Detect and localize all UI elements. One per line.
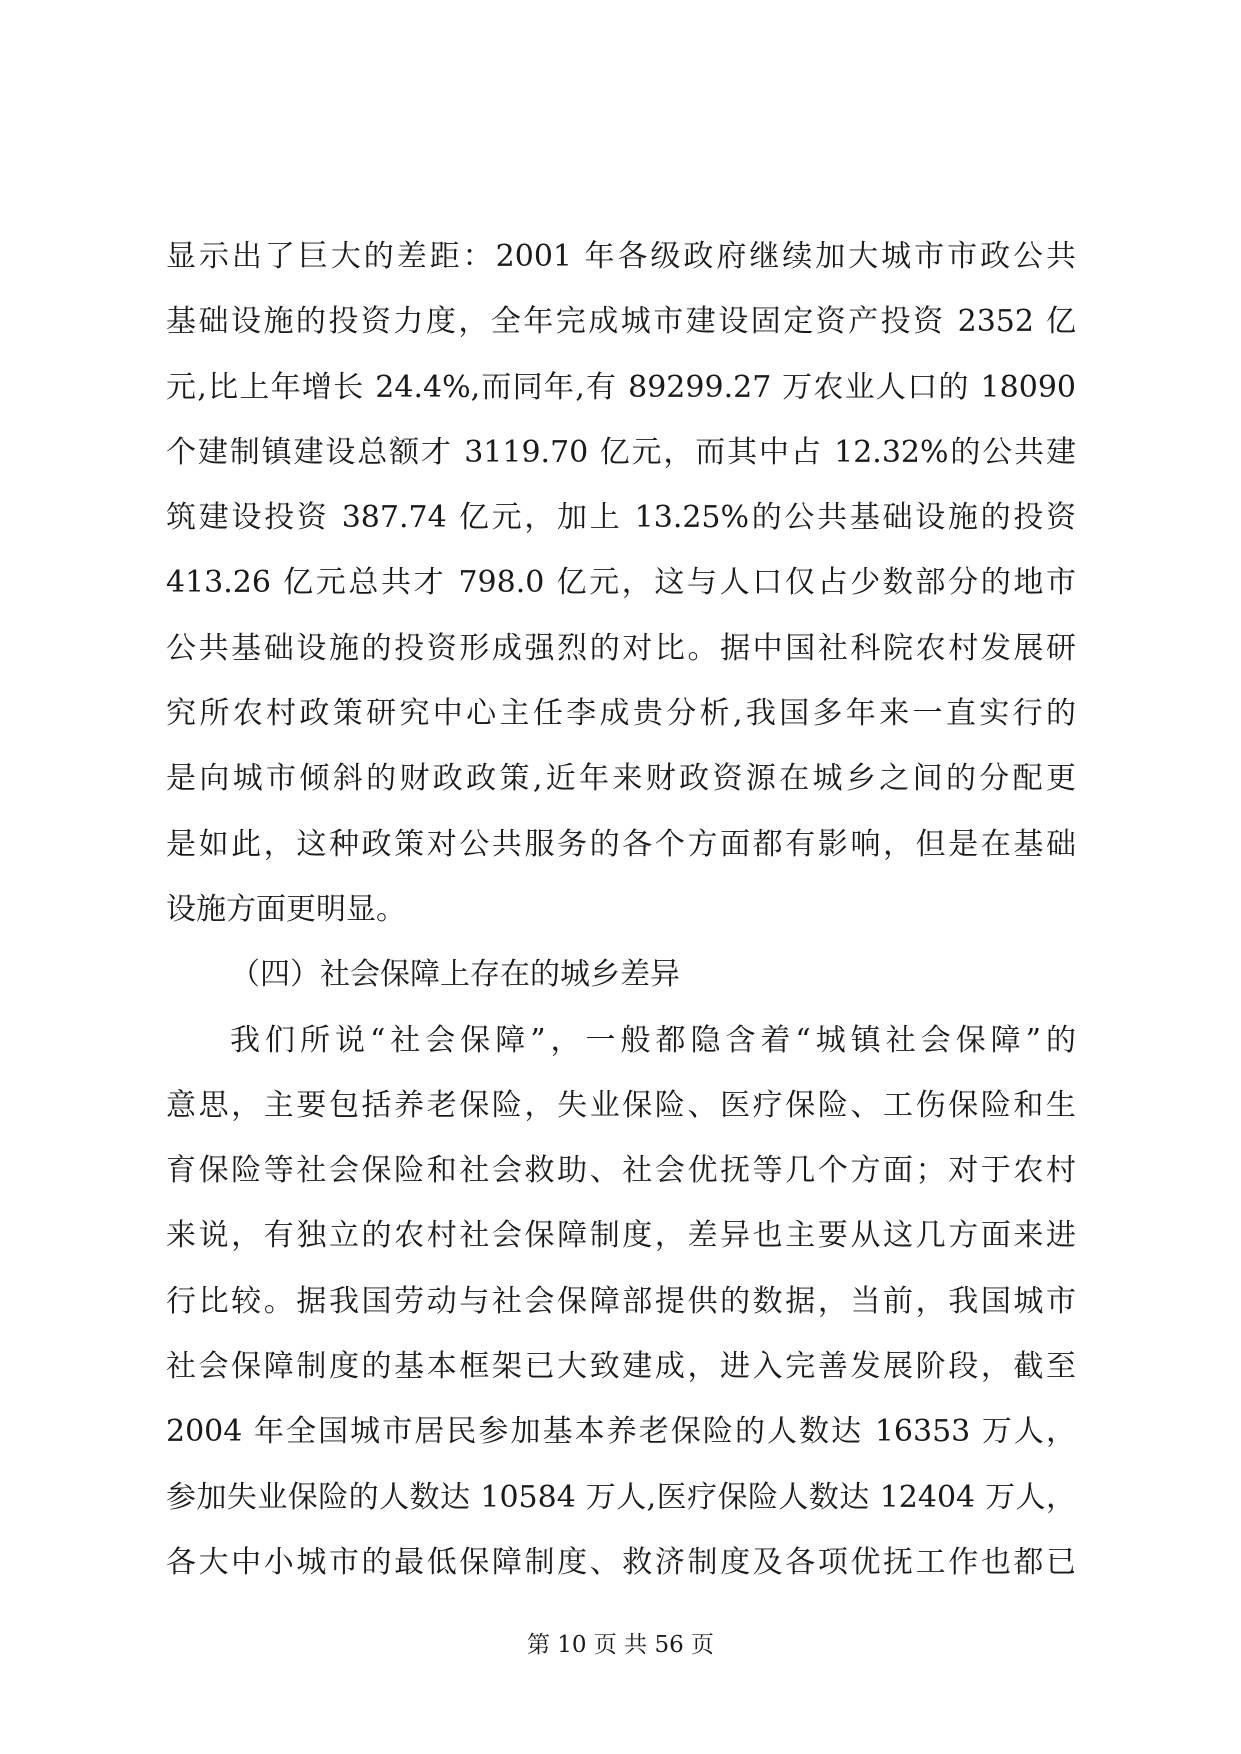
text-line: 是如此，这种政策对公共服务的各个方面都有影响，但是在基础 — [166, 826, 1076, 862]
text-line: 2004 年全国城市居民参加基本养老保险的人数达 16353 万人， — [166, 1414, 1076, 1450]
text-line: 公共基础设施的投资形成强烈的对比。据中国社科院农村发展研 — [166, 630, 1076, 666]
text-line: 各大中小城市的最低保障制度、救济制度及各项优抚工作也都已 — [166, 1544, 1076, 1580]
text-line: 413.26 亿元总共才 798.0 亿元，这与人口仅占少数部分的地市 — [166, 565, 1076, 601]
text-line: 意思，主要包括养老保险，失业保险、医疗保险、工伤保险和生 — [166, 1087, 1076, 1123]
text-line: 筑建设投资 387.74 亿元，加上 13.25%的公共基础设施的投资 — [166, 500, 1076, 536]
text-line: 行比较。据我国劳动与社会保障部提供的数据，当前，我国城市 — [166, 1283, 1076, 1319]
text-line: 显示出了巨大的差距：2001 年各级政府继续加大城市市政公共 — [166, 239, 1076, 274]
text-line: 社会保障制度的基本框架已大致建成，进入完善发展阶段，截至 — [166, 1349, 1076, 1385]
text-line: 基础设施的投资力度，全年完成城市建设固定资产投资 2352 亿 — [166, 304, 1076, 340]
text-line: 元,比上年增长 24.4%,而同年,有 89299.27 万农业人口的 18090 — [166, 369, 1076, 405]
text-line: 育保险等社会保险和社会救助、社会优抚等几个方面；对于农村 — [166, 1153, 1076, 1189]
text-line: 设施方面更明显。 — [166, 891, 406, 927]
text-line: 来说，有独立的农村社会保障制度，差异也主要从这几方面来进 — [166, 1218, 1076, 1254]
page-number: 第 10 页 共 56 页 — [526, 1632, 715, 1658]
section-heading: （四）社会保障上存在的城乡差异 — [230, 957, 680, 993]
text-line: 是向城市倾斜的财政政策,近年来财政资源在城乡之间的分配更 — [166, 761, 1076, 797]
text-line: 究所农村政策研究中心主任李成贵分析,我国多年来一直实行的 — [166, 696, 1076, 732]
text-line: 个建制镇建设总额才 3119.70 亿元，而其中占 12.32%的公共建 — [166, 434, 1076, 470]
document-body — [166, 224, 1076, 1595]
text-line: 我们所说“社会保障”，一般都隐含着“城镇社会保障”的 — [230, 1022, 1076, 1058]
text-line: 参加失业保险的人数达 10584 万人,医疗保险人数达 12404 万人， — [166, 1479, 1076, 1515]
